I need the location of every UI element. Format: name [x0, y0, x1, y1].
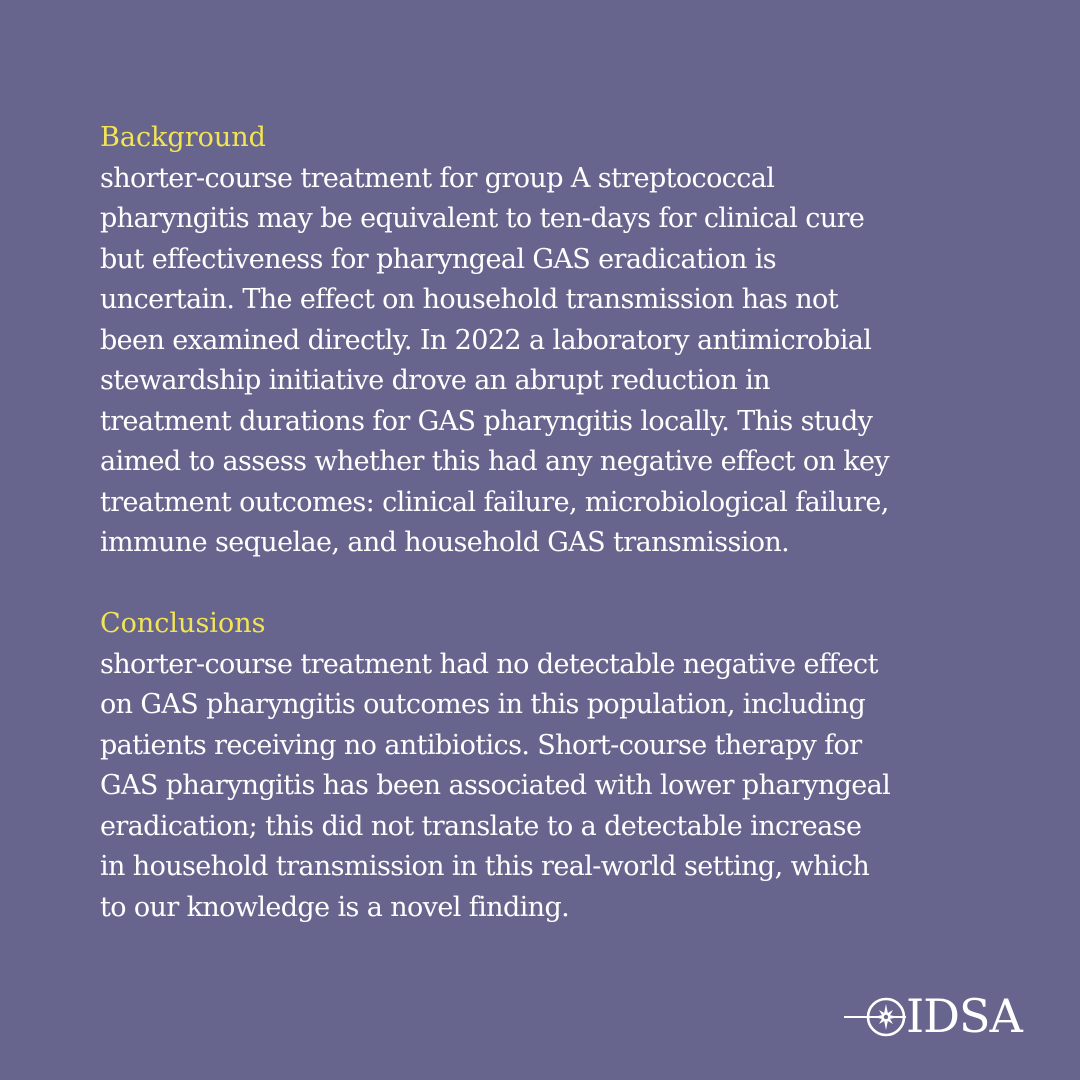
background-heading: Background [100, 122, 266, 153]
conclusions-body [100, 645, 1000, 929]
background-line: immune sequelae, and household GAS transmission. [100, 527, 790, 558]
conclusions-line: on GAS pharyngitis outcomes in this population, including [100, 689, 866, 720]
background-line: shorter-course treatment for group A streptococcal [100, 162, 775, 194]
conclusions-line: eradication; this did not translate to a detectable increase [100, 810, 862, 842]
abstract-content [100, 118, 1000, 928]
logo-text: IDSA [906, 989, 1022, 1043]
conclusions-line: GAS pharyngitis has been associated with lower pharyngeal [100, 770, 891, 801]
conclusions-heading: Conclusions [100, 608, 266, 639]
background-line: treatment durations for GAS pharyngitis locally. This study [100, 405, 873, 437]
background-body [100, 159, 1000, 564]
conclusions-line: to our knowledge is a novel finding. [100, 891, 570, 923]
background-line: treatment outcomes: clinical failure, microbiological failure, [100, 486, 889, 518]
star-compass-icon [844, 992, 906, 1042]
background-line: uncertain. The effect on household transmission has not [100, 284, 838, 315]
background-line: but effectiveness for pharyngeal GAS eradication is [100, 243, 777, 275]
conclusions-line: in household transmission in this real-world setting, which [100, 851, 870, 882]
background-line: stewardship initiative drove an abrupt reduction in [100, 365, 770, 396]
background-line: been examined directly. In 2022 a laboratory antimicrobial [100, 324, 872, 356]
conclusions-line: patients receiving no antibiotics. Short-course therapy for [100, 729, 862, 761]
conclusions-line: shorter-course treatment had no detectable negative effect [100, 648, 878, 680]
section-spacer [100, 564, 1000, 605]
background-line: pharyngitis may be equivalent to ten-days for clinical cure [100, 203, 865, 234]
idsa-logo [844, 989, 1044, 1043]
background-line: aimed to assess whether this had any negative effect on key [100, 446, 890, 477]
